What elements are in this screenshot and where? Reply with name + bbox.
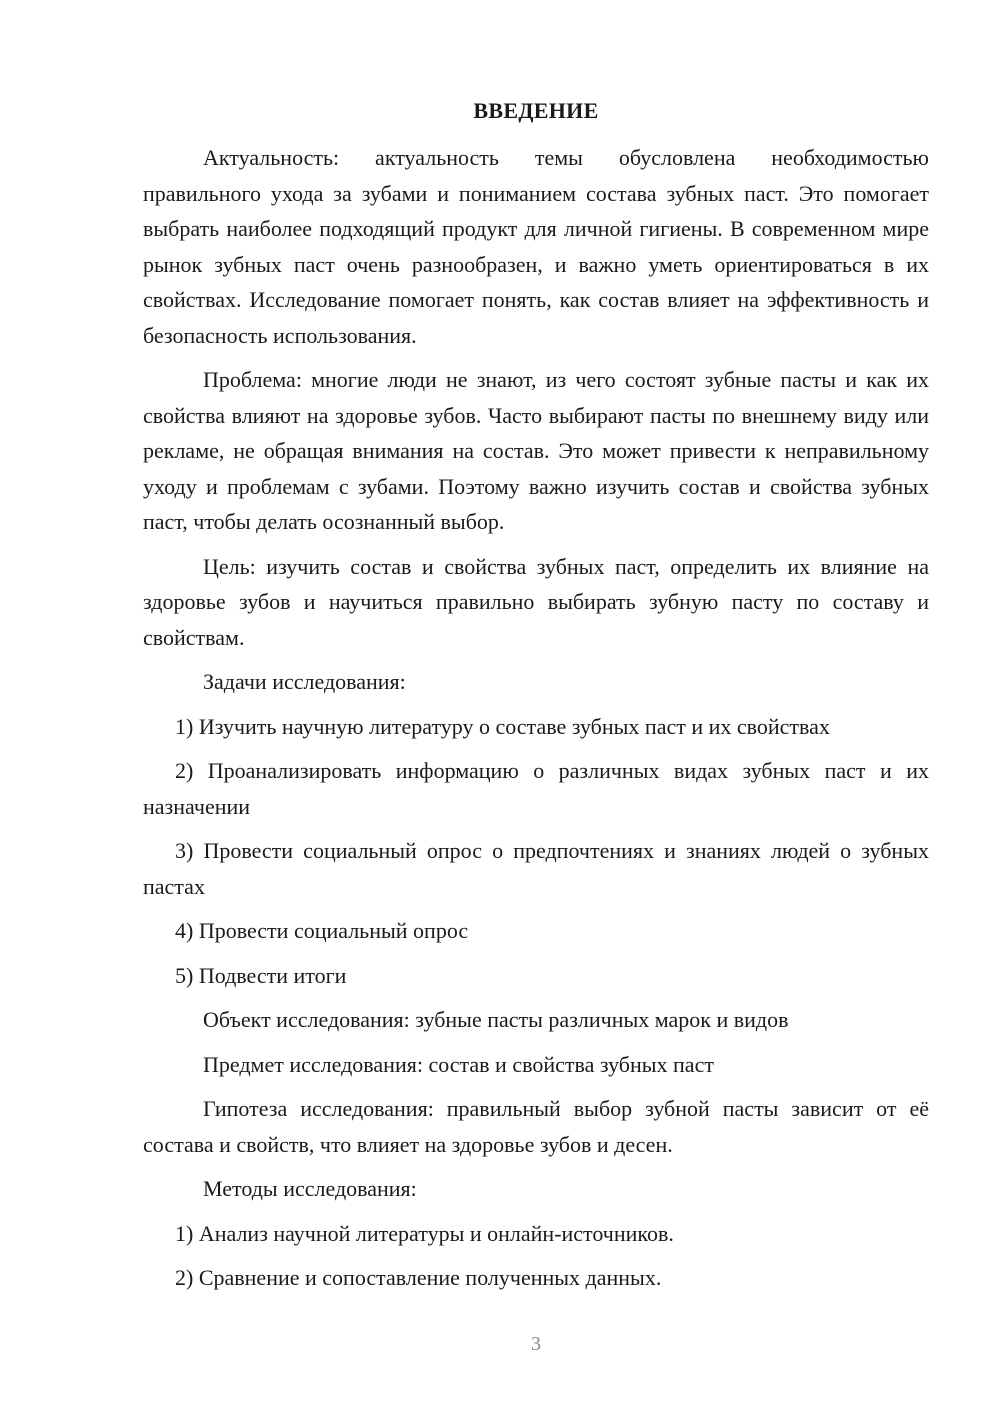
research-hypothesis: Гипотеза исследования: правильный выбор зубной пасты зависит от её состава и свойств, что влияет на здоровье зубов и десен. (143, 1096, 929, 1157)
paragraph-problem: Проблема: многие люди не знают, из чего состоят зубные пасты и как их свойства влияют на здоровье зубов. Часто выбирают пасты по внешнему виду или рекламе, не обращая внимания на состав. Это может привести к неправильному уходу и проблемам с зубами. Поэтому важно изучить состав и свойства зубных паст, чтобы делать осознанный выбор. (143, 367, 929, 534)
research-subject: Предмет исследования: состав и свойства зубных паст (203, 1051, 714, 1077)
task-item-5: 5) Подвести итоги (175, 962, 347, 988)
task-item-4: 4) Провести социальный опрос (175, 918, 469, 943)
paragraph-tasks-heading: Задачи исследования: (203, 669, 406, 694)
paragraph-goal: Цель: изучить состав и свойства зубных паст, определить их влияние на здоровье зубов и научиться правильно выбирать зубную пасту по составу и свойствам. (143, 553, 929, 650)
task-item-2: 2) Проанализировать информацию о различных видах зубных паст и их назначении (143, 758, 929, 819)
research-object: Объект исследования: зубные пасты различных марок и видов (203, 1007, 789, 1032)
paragraph-relevance: Актуальность: актуальность темы обусловлена необходимостью правильного ухода за зубами и пониманием состава зубных паст. Это помогает выбрать наиболее подходящий продукт для личной гигиены. В современном мире рынок зубных паст очень разнообразен, и важно уметь ориентироваться в их свойствах. Исследование помогает понять, как состав влияет на эффективность и безопасность использования. (143, 145, 929, 348)
document-content (143, 96, 929, 1305)
page-title: ВВЕДЕНИЕ (473, 98, 599, 123)
method-item-1: 1) Анализ научной литературы и онлайн-источников. (175, 1220, 674, 1246)
page-number: 3 (531, 1333, 541, 1355)
task-item-1: 1) Изучить научную литературу о составе зубных паст и их свойствах (175, 713, 830, 739)
task-item-3: 3) Провести социальный опрос о предпочтениях и знаниях людей о зубных пастах (143, 838, 929, 899)
method-item-2: 2) Сравнение и сопоставление полученных данных. (175, 1265, 662, 1290)
methods-heading: Методы исследования: (203, 1176, 417, 1201)
